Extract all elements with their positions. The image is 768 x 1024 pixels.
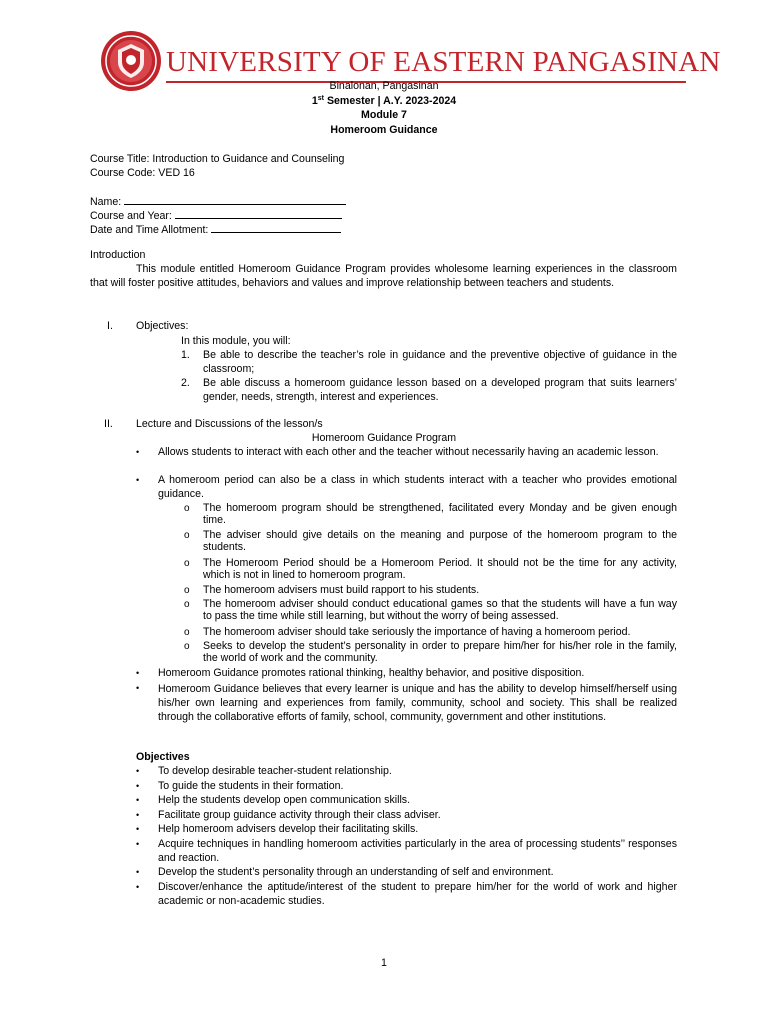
sub-bullet-icon: o (184, 503, 190, 514)
sub-list-item: The homeroom program should be strengthened, facilitated every Monday and be given enough time. (203, 502, 677, 527)
bullet-icon: • (136, 795, 140, 805)
objective-list-item: To develop desirable teacher-student relationship. (158, 765, 392, 777)
bullet-icon: • (136, 781, 140, 791)
date-time-label: Date and Time Allotment: (90, 224, 209, 236)
sub-list-item: Seeks to develop the student’s personality in order to prepare him/her for his/her role in the family, the world of work and the community. (203, 640, 677, 665)
list-item: Homeroom Guidance believes that every learner is unique and has the ability to develop himself/herself using his/her own learning and experiences from family, community, school and society. This shall be realized through the collaborative efforts of family, school, community, government and other institutions. (158, 683, 677, 724)
list-item: A homeroom period can also be a class in which students interact with a teacher who provides emotional guidance. (158, 474, 677, 500)
section2-heading: Lecture and Discussions of the lesson/s (136, 418, 323, 430)
section1-heading: Objectives: (136, 320, 189, 332)
introduction-heading: Introduction (90, 249, 146, 261)
objective-number: 2. (181, 377, 190, 389)
objective-number: 1. (181, 349, 190, 361)
objective-list-item: Help homeroom advisers develop their facilitating skills. (158, 823, 419, 835)
sub-bullet-icon: o (184, 599, 190, 610)
date-time-field-row (90, 222, 341, 238)
objective-list-item: Discover/enhance the aptitude/interest of the student to prepare him/her for the world of work and higher academic or non-academic studies. (158, 881, 677, 907)
date-time-blank[interactable] (211, 222, 341, 233)
sub-list-item: The adviser should give details on the meaning and purpose of the homeroom program to the students. (203, 529, 677, 554)
sub-list-item: The homeroom adviser should conduct educational games so that the students will have a fun way to pass the time while still learning, but without the worry of being assessed. (203, 598, 677, 623)
bullet-icon: • (136, 668, 140, 678)
program-title-text: Homeroom Guidance Program (311, 432, 457, 444)
section1-numeral: I. (107, 320, 113, 332)
objective-list-item: Facilitate group guidance activity through their class adviser. (158, 809, 441, 821)
objectives-heading: Objectives (136, 751, 190, 763)
sub-bullet-icon: o (184, 585, 190, 596)
objective-list-item: Develop the student’s personality through an understanding of self and environment. (158, 866, 554, 878)
section2-numeral: II. (104, 418, 113, 430)
course-year-label: Course and Year: (90, 210, 172, 222)
bullet-icon: • (136, 766, 140, 776)
objective-list-item: To guide the students in their formation. (158, 780, 344, 792)
objective-item: Be able to describe the teacher’s role in guidance and the preventive objective of guidance in the classroom; (203, 349, 677, 375)
bullet-icon: • (136, 882, 140, 892)
sub-bullet-icon: o (184, 558, 190, 569)
bullet-icon: • (136, 683, 140, 693)
page-number: 1 (381, 957, 387, 969)
bullet-icon: • (136, 475, 140, 485)
section1-intro: In this module, you will: (181, 335, 291, 347)
list-item: Homeroom Guidance promotes rational thinking, healthy behavior, and positive disposition. (158, 667, 585, 679)
sub-bullet-icon: o (184, 641, 190, 652)
bullet-icon: • (136, 867, 140, 877)
objective-item: Be able discuss a homeroom guidance lesson based on a developed program that suits learners’ gender, needs, strength, interest and experiences. (203, 377, 677, 403)
sub-list-item: The homeroom adviser should take seriously the importance of having a homeroom period. (203, 626, 631, 638)
name-blank[interactable] (124, 194, 346, 205)
bullet-icon: • (136, 824, 140, 834)
semester-number: 1 (311, 95, 318, 107)
sub-bullet-icon: o (184, 530, 190, 541)
course-code: Course Code: VED 16 (90, 167, 195, 179)
program-title (0, 432, 768, 446)
name-label: Name: (90, 196, 122, 208)
semester-suffix: st (317, 95, 324, 102)
objective-list-item: Help the students develop open communication skills. (158, 794, 411, 806)
semester-text: Semester | A.Y. 2023-2024 (324, 95, 457, 107)
introduction-text: This module entitled Homeroom Guidance Program provides wholesome learning experiences in the classroom that will foster positive attitudes, behaviors and values and improve relationship between teachers and students. (90, 263, 677, 289)
location: Binalonan, Pangasinan (329, 80, 439, 92)
bullet-icon: • (136, 839, 140, 849)
university-name: UNIVERSITY OF EASTERN PANGASINAN (166, 46, 721, 78)
sub-list-item: The homeroom advisers must build rapport to his students. (203, 584, 480, 596)
bullet-icon: • (136, 447, 140, 457)
sub-bullet-icon: o (184, 627, 190, 638)
course-title: Course Title: Introduction to Guidance and Counseling (90, 153, 345, 165)
semester-line (0, 95, 768, 109)
course-year-blank[interactable] (175, 208, 342, 219)
objective-list-item: Acquire techniques in handling homeroom activities particularly in the area of processing students’’ responses and reaction. (158, 838, 677, 864)
module-title: Homeroom Guidance (330, 124, 438, 136)
list-item: Allows students to interact with each other and the teacher without necessarily having an academic lesson. (158, 446, 659, 458)
module-number: Module 7 (361, 109, 407, 121)
bullet-icon: • (136, 810, 140, 820)
sub-list-item: The Homeroom Period should be a Homeroom Period. It should not be the time for any activity, which is not in lined to homeroom program. (203, 557, 677, 582)
